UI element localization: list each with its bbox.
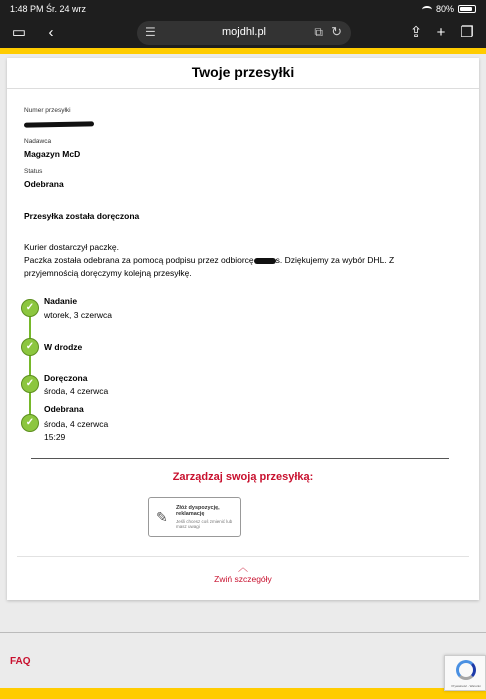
header-strip — [0, 48, 486, 54]
complaint-action-button[interactable] — [148, 497, 241, 537]
check-icon: ✓ — [21, 375, 39, 393]
battery-percent: 80% — [435, 4, 454, 14]
document-edit-icon: ✎ — [156, 509, 168, 525]
chevron-up-icon[interactable]: ︿ — [238, 563, 248, 574]
extensions-icon[interactable]: ⧉ — [314, 25, 323, 39]
timeline-step-date: wtorek, 3 czerwca — [44, 310, 113, 320]
shipment-number-redacted — [24, 121, 94, 127]
message-line-2 — [24, 254, 424, 267]
manage-heading: Zarządzaj swoją przesyłką: — [172, 471, 314, 483]
status-right — [422, 4, 476, 14]
message-line-2a: Paczka została odebrana za pomocą podpisu przez odbiorcę — [24, 255, 254, 265]
timeline-step-date: środa, 4 czerwca — [44, 419, 109, 429]
action-description: Jeśli chcesz coś zmienić lub masz uwagi — [176, 519, 233, 529]
check-icon: ✓ — [21, 414, 39, 432]
share-icon[interactable]: ⇪ — [409, 24, 423, 41]
faq-link[interactable]: FAQ — [10, 656, 31, 667]
sender-label: Nadawca — [24, 138, 52, 145]
tabs-icon[interactable]: ❐ — [460, 24, 474, 41]
sender-value: Magazyn McD — [24, 149, 81, 159]
status-bar — [0, 0, 486, 18]
recaptcha-text: Prywatność - Warunki — [451, 684, 481, 688]
timeline-line — [29, 307, 31, 423]
delivered-heading: Przesyłka została doręczona — [24, 211, 140, 221]
new-tab-icon[interactable]: + — [436, 24, 446, 41]
timeline-step-time: 15:29 — [44, 432, 66, 442]
status-date: Śr. 24 wrz — [46, 4, 87, 14]
back-icon[interactable]: ‹ — [48, 24, 54, 41]
check-icon: ✓ — [21, 338, 39, 356]
message-line-1: Kurier dostarczył paczkę. — [24, 242, 119, 252]
collapse-divider — [17, 556, 469, 557]
collapse-details-link[interactable]: Zwiń szczegóły — [214, 574, 272, 584]
status-value: Odebrana — [24, 179, 64, 189]
timeline-step-title: Odebrana — [44, 404, 84, 414]
delivery-message — [24, 241, 424, 280]
recaptcha-badge[interactable] — [444, 655, 486, 691]
sidebar-toggle-icon[interactable]: ▭ — [11, 24, 27, 41]
message-line-2b: s. Dziękujemy za wybór DHL. Z — [275, 255, 395, 265]
status-time: 1:48 PM — [10, 4, 44, 14]
url-text: mojdhl.pl — [221, 26, 267, 38]
action-title: Złóż dyspozycję, reklamację — [176, 505, 220, 517]
footer-divider — [0, 632, 486, 633]
title-divider — [7, 88, 479, 89]
recipient-redacted — [254, 258, 276, 264]
timeline-step-title: Doręczona — [44, 373, 88, 383]
shipment-card — [7, 58, 479, 600]
status-label: Status — [24, 168, 43, 175]
page-title: Twoje przesyłki — [191, 64, 295, 80]
timeline-step-title: Nadanie — [44, 296, 78, 306]
reload-icon[interactable]: ↻ — [331, 24, 342, 39]
timeline-step-title: W drodze — [44, 342, 83, 352]
message-line-3: przyjemnością doręczymy kolejną przesyłkę. — [24, 268, 192, 278]
battery-icon — [458, 5, 476, 13]
check-icon: ✓ — [21, 299, 39, 317]
wifi-icon — [422, 6, 432, 13]
recaptcha-icon — [456, 660, 476, 680]
page-menu-icon[interactable]: ☰ — [145, 25, 156, 39]
section-divider — [31, 458, 449, 459]
browser-toolbar — [0, 18, 486, 48]
address-bar[interactable] — [137, 21, 351, 45]
shipment-number-label: Numer przesyłki — [24, 107, 71, 114]
timeline-step-date: środa, 4 czerwca — [44, 386, 109, 396]
